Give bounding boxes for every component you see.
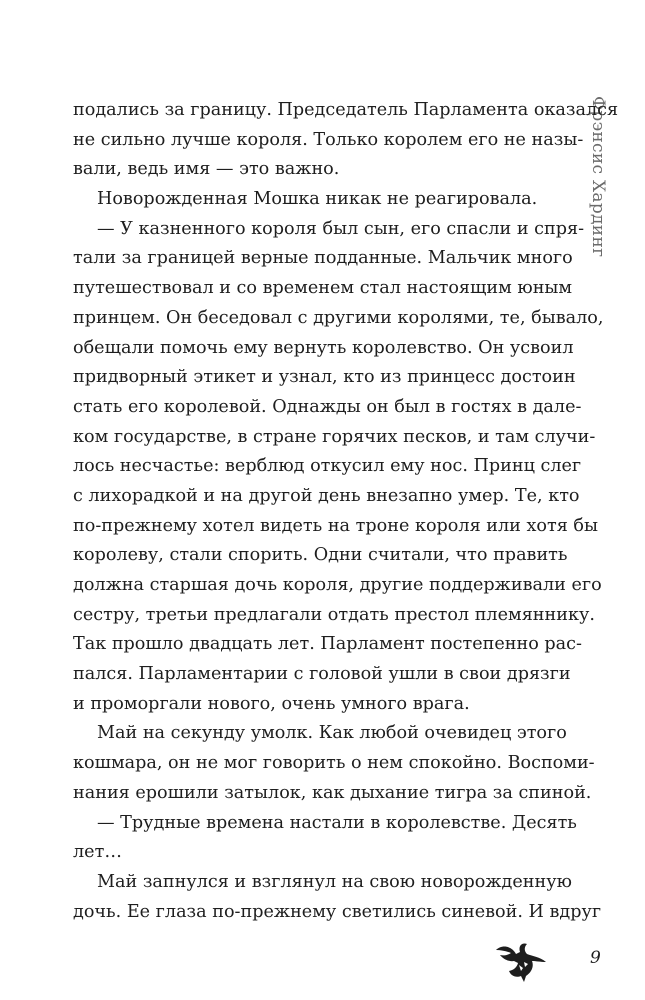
text-line: тали за границей верные подданные. Мальчик много	[73, 248, 573, 269]
text-line: — Трудные времена настали в королевстве. Десять	[97, 812, 577, 833]
text-line: вали, ведь имя — это важно.	[73, 159, 340, 180]
text-line: подались за границу. Председатель Парламента оказался	[73, 100, 619, 120]
text-line: ком государстве, в стране горячих песков, и там случи-	[73, 426, 596, 447]
text-line: должна старшая дочь короля, другие поддерживали его	[73, 575, 602, 595]
text-line: — У казненного короля был сын, его спасли и спря-	[97, 218, 585, 239]
goose-icon	[494, 940, 548, 984]
text-line: лось несчастье: верблюд откусил ему нос. Принц слег	[73, 456, 582, 477]
page-footer	[0, 940, 645, 990]
text-line: дочь. Ее глаза по-прежнему светились синевой. И вдруг	[73, 901, 602, 922]
text-line: нания ерошили затылок, как дыхание тигра за спиной.	[73, 782, 592, 803]
page-number: 9	[590, 948, 601, 968]
text-line: по-прежнему хотел видеть на троне короля или хотя бы	[73, 515, 599, 536]
text-line: не сильно лучше короля. Только королем его не назы-	[73, 129, 584, 150]
text-line: кошмара, он не мог говорить о нем спокойно. Воспоми-	[73, 753, 595, 774]
running-head: Фрэнсис Хардинг	[588, 96, 608, 258]
text-line: Так прошло двадцать лет. Парламент постепенно рас-	[73, 634, 582, 655]
text-line: пался. Парламентарии с головой ушли в свои дрязги	[73, 664, 571, 685]
text-line: стать его королевой. Однажды он был в гостях в дале-	[73, 396, 582, 417]
text-line: Май запнулся и взглянул на свою новорожденную	[97, 871, 572, 892]
text-line: Новорожденная Мошка никак не реагировала.	[97, 189, 538, 210]
text-line: Май на секунду умолк. Как любой очевидец этого	[97, 723, 567, 744]
text-line: и проморгали нового, очень умного врага.	[73, 693, 470, 714]
text-line: принцем. Он беседовал с другими королями, те, бывало,	[73, 307, 604, 328]
text-line: лет…	[73, 842, 122, 863]
text-line: обещали помочь ему вернуть королевство. Он усвоил	[73, 337, 574, 358]
text-line: королеву, стали спорить. Одни считали, что править	[73, 545, 568, 566]
text-line: придворный этикет и узнал, кто из принцесс достоин	[73, 367, 576, 388]
text-line: с лихорадкой и на другой день внезапно умер. Те, кто	[73, 485, 580, 506]
text-line: сестру, третьи предлагали отдать престол племяннику.	[73, 604, 595, 625]
text-line: путешествовал и со временем стал настоящим юным	[73, 278, 573, 299]
